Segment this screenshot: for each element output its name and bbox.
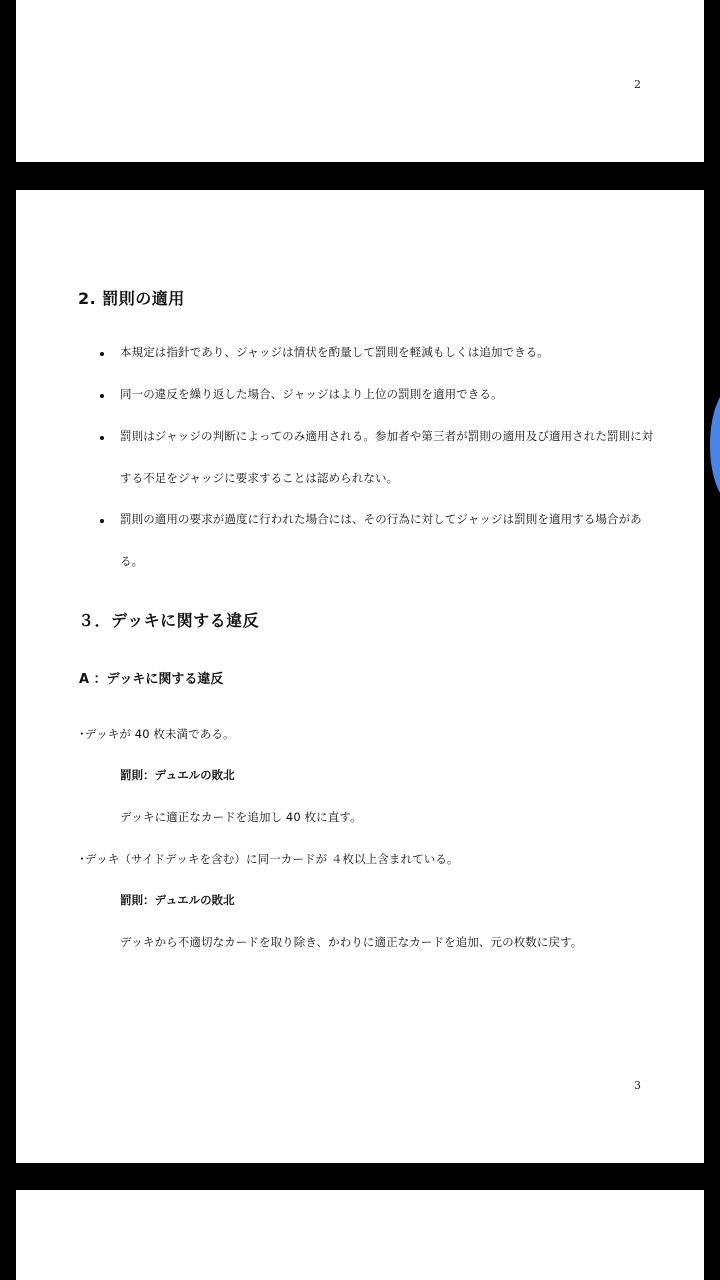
violation-text: ･デッキ（サイドデッキを含む）に同一カードが ４枚以上含まれている。 bbox=[79, 852, 459, 866]
page-4 bbox=[16, 1190, 704, 1280]
floating-side-tab[interactable] bbox=[710, 385, 720, 505]
subsection-heading: A ：デッキに関する違反 bbox=[79, 672, 224, 687]
penalty-label: 罰則：デュエルの敗北 bbox=[120, 893, 235, 907]
bullet-text: 本規定は指針であり、ジャッジは情状を酌量して罰則を軽減もしくは追加できる。 bbox=[120, 345, 549, 359]
bullet-text-continuation: る。 bbox=[120, 554, 144, 568]
remedy-text: デッキに適正なカードを追加し 40 枚に直す。 bbox=[120, 810, 362, 824]
remedy-text: デッキから不適切なカードを取り除き、かわりに適正なカードを追加、元の枚数に戻す。 bbox=[120, 935, 583, 949]
penalty-label: 罰則：デュエルの敗北 bbox=[120, 768, 235, 782]
bullet-dot bbox=[100, 436, 104, 440]
bullet-text: 罰則はジャッジの判断によってのみ適用される。参加者や第三者が罰則の適用及び適用された罰則に対 bbox=[120, 429, 654, 443]
page-number: 3 bbox=[634, 1079, 641, 1092]
bullet-text: 罰則の適用の要求が過度に行われた場合には、その行為に対してジャッジは罰則を適用する場合があ bbox=[120, 512, 642, 526]
section-heading: 2. 罰則の適用 bbox=[78, 289, 185, 308]
bullet-text: 同一の違反を繰り返した場合、ジャッジはより上位の罰則を適用できる。 bbox=[120, 387, 503, 401]
violation-text: ･デッキが 40 枚未満である。 bbox=[79, 727, 235, 741]
section-heading: ３．デッキに関する違反 bbox=[78, 611, 260, 630]
page-number: 2 bbox=[634, 78, 641, 91]
page-3 bbox=[16, 190, 704, 1163]
bullet-dot bbox=[100, 352, 104, 356]
page-2 bbox=[16, 0, 704, 162]
bullet-text-continuation: する不足をジャッジに要求することは認められない。 bbox=[120, 471, 399, 485]
bullet-dot bbox=[100, 519, 104, 523]
bullet-dot bbox=[100, 394, 104, 398]
